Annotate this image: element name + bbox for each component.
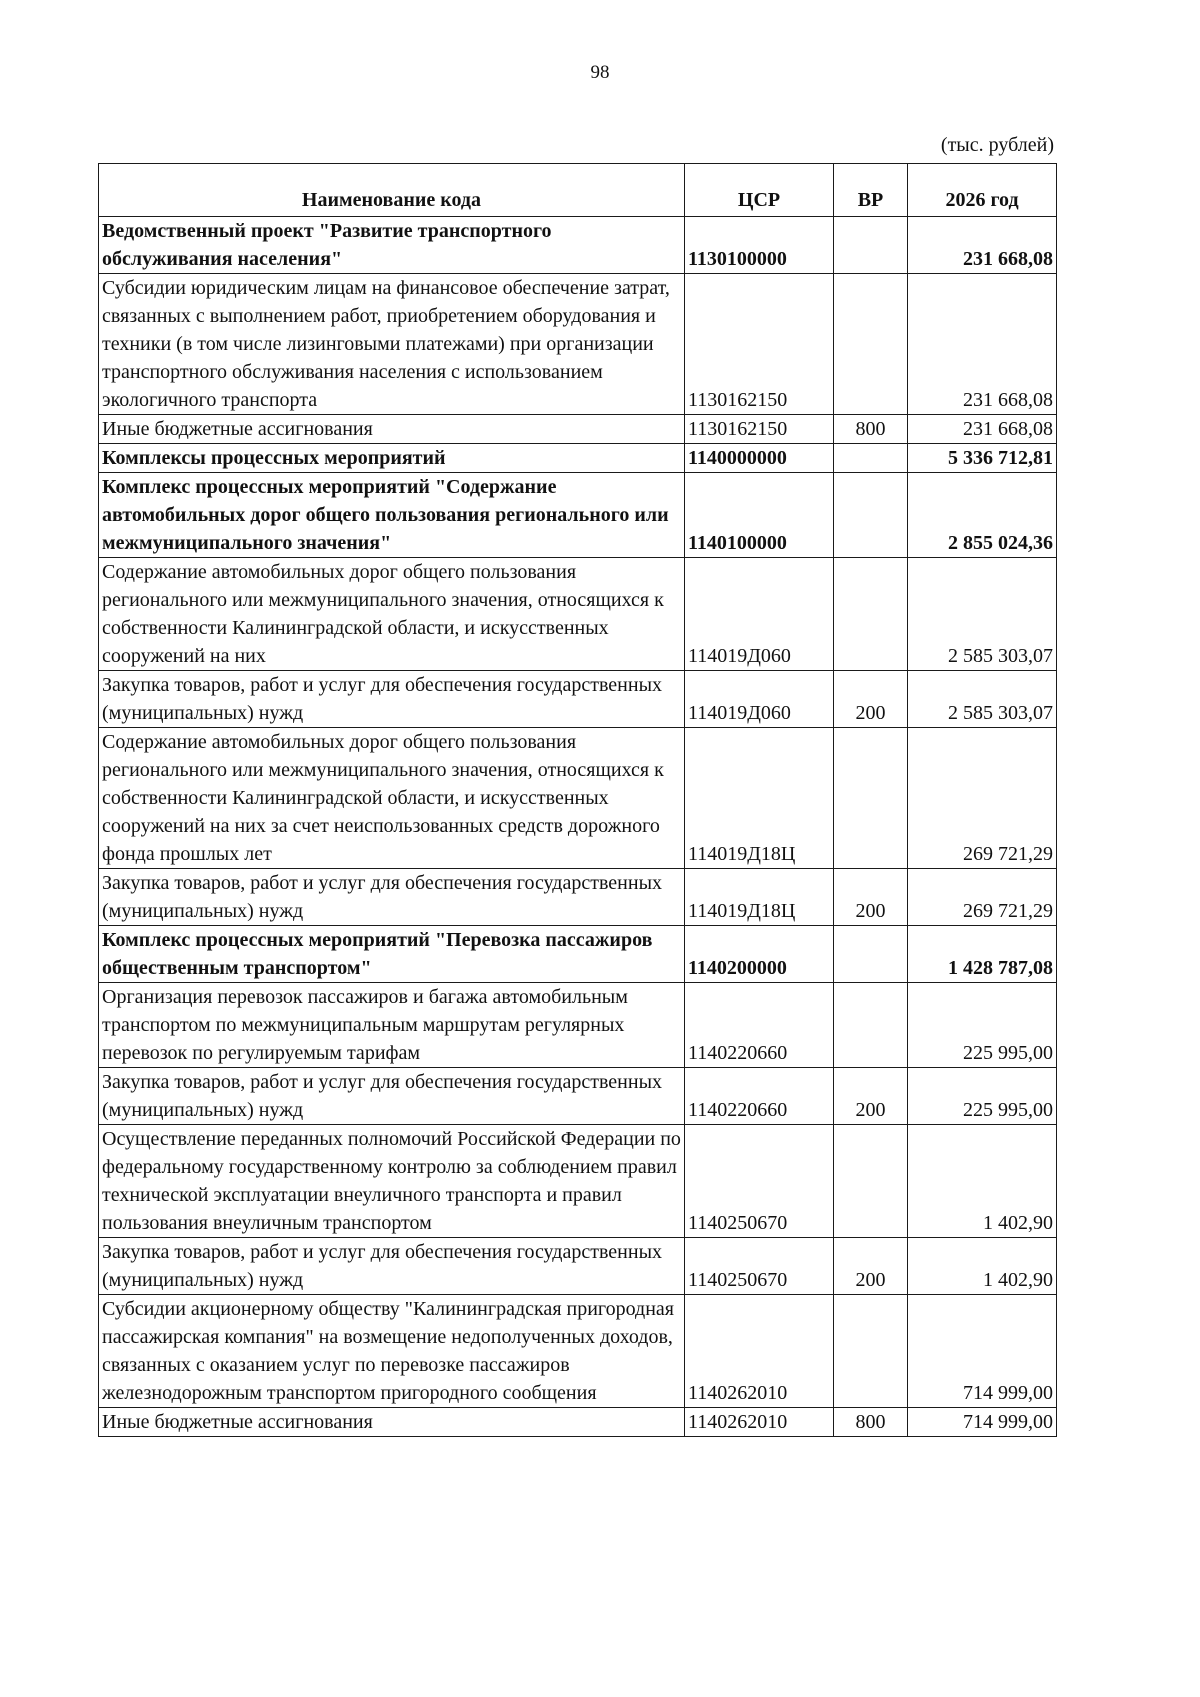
cell-name: Комплекс процессных мероприятий "Перевозка пассажиров общественным транспортом" bbox=[99, 926, 685, 983]
table-row bbox=[99, 1408, 1057, 1437]
table-row bbox=[99, 415, 1057, 444]
cell-name: Закупка товаров, работ и услуг для обеспечения государственных (муниципальных) нужд bbox=[99, 671, 685, 728]
table-row bbox=[99, 1295, 1057, 1408]
cell-csr: 114019Д18Ц bbox=[685, 728, 834, 869]
budget-table bbox=[98, 163, 1057, 1437]
cell-amount: 231 668,08 bbox=[908, 217, 1057, 274]
cell-amount: 2 585 303,07 bbox=[908, 671, 1057, 728]
cell-csr: 1130162150 bbox=[685, 415, 834, 444]
cell-csr: 1140220660 bbox=[685, 1068, 834, 1125]
cell-amount: 5 336 712,81 bbox=[908, 444, 1057, 473]
unit-label: (тыс. рублей) bbox=[940, 134, 1054, 156]
table-row bbox=[99, 558, 1057, 671]
table-row bbox=[99, 274, 1057, 415]
cell-amount: 714 999,00 bbox=[908, 1295, 1057, 1408]
table-row bbox=[99, 217, 1057, 274]
cell-vr: 200 bbox=[834, 671, 908, 728]
cell-csr: 1140000000 bbox=[685, 444, 834, 473]
table-row bbox=[99, 671, 1057, 728]
cell-vr bbox=[834, 728, 908, 869]
cell-csr: 1140100000 bbox=[685, 473, 834, 558]
cell-vr bbox=[834, 1125, 908, 1238]
cell-name: Закупка товаров, работ и услуг для обеспечения государственных (муниципальных) нужд bbox=[99, 869, 685, 926]
cell-csr: 114019Д060 bbox=[685, 671, 834, 728]
cell-amount: 714 999,00 bbox=[908, 1408, 1057, 1437]
table-row bbox=[99, 1068, 1057, 1125]
cell-vr bbox=[834, 926, 908, 983]
cell-vr bbox=[834, 274, 908, 415]
table-row bbox=[99, 926, 1057, 983]
cell-csr: 1140250670 bbox=[685, 1125, 834, 1238]
cell-name: Содержание автомобильных дорог общего пользования регионального или межмуниципального значения, относящихся к собственности Калининградской области, и искусственных сооружений на них за счет неиспользованных средств дорожного фонда прошлых лет bbox=[99, 728, 685, 869]
cell-csr: 1140220660 bbox=[685, 983, 834, 1068]
table-row bbox=[99, 869, 1057, 926]
table-row bbox=[99, 1125, 1057, 1238]
table-row bbox=[99, 983, 1057, 1068]
cell-name: Иные бюджетные ассигнования bbox=[99, 1408, 685, 1437]
table-row bbox=[99, 1238, 1057, 1295]
cell-name: Организация перевозок пассажиров и багажа автомобильным транспортом по межмуниципальным маршрутам регулярных перевозок по регулируемым тарифам bbox=[99, 983, 685, 1068]
table-header-row bbox=[99, 164, 1057, 217]
cell-csr: 1140262010 bbox=[685, 1295, 834, 1408]
cell-amount: 225 995,00 bbox=[908, 983, 1057, 1068]
cell-vr bbox=[834, 444, 908, 473]
cell-vr: 200 bbox=[834, 1068, 908, 1125]
cell-amount: 2 585 303,07 bbox=[908, 558, 1057, 671]
header-csr: ЦСР bbox=[685, 164, 834, 217]
cell-name: Комплексы процессных мероприятий bbox=[99, 444, 685, 473]
cell-csr: 1140200000 bbox=[685, 926, 834, 983]
table-row bbox=[99, 473, 1057, 558]
cell-name: Субсидии юридическим лицам на финансовое обеспечение затрат, связанных с выполнением работ, приобретением оборудования и техники (в том числе лизинговыми платежами) при организации транспортного обслуживания населения с использованием экологичного транспорта bbox=[99, 274, 685, 415]
cell-csr: 1140262010 bbox=[685, 1408, 834, 1437]
table-body bbox=[99, 217, 1057, 1437]
cell-name: Содержание автомобильных дорог общего пользования регионального или межмуниципального значения, относящихся к собственности Калининградской области, и искусственных сооружений на них bbox=[99, 558, 685, 671]
cell-amount: 269 721,29 bbox=[908, 728, 1057, 869]
cell-csr: 1140250670 bbox=[685, 1238, 834, 1295]
cell-vr: 800 bbox=[834, 415, 908, 444]
page-number: 98 bbox=[590, 62, 610, 83]
header-year: 2026 год bbox=[908, 164, 1057, 217]
cell-amount: 231 668,08 bbox=[908, 415, 1057, 444]
table-row bbox=[99, 444, 1057, 473]
cell-amount: 2 855 024,36 bbox=[908, 473, 1057, 558]
cell-amount: 1 402,90 bbox=[908, 1125, 1057, 1238]
cell-name: Осуществление переданных полномочий Российской Федерации по федеральному государственному контролю за соблюдением правил технической эксплуатации внеуличного транспорта и правил пользования внеуличным транспортом bbox=[99, 1125, 685, 1238]
cell-csr: 1130162150 bbox=[685, 274, 834, 415]
cell-vr: 200 bbox=[834, 1238, 908, 1295]
header-name: Наименование кода bbox=[99, 164, 685, 217]
cell-name: Иные бюджетные ассигнования bbox=[99, 415, 685, 444]
cell-amount: 1 402,90 bbox=[908, 1238, 1057, 1295]
cell-name: Комплекс процессных мероприятий "Содержание автомобильных дорог общего пользования регионального или межмуниципального значения" bbox=[99, 473, 685, 558]
cell-vr bbox=[834, 983, 908, 1068]
cell-vr bbox=[834, 473, 908, 558]
cell-csr: 114019Д18Ц bbox=[685, 869, 834, 926]
cell-vr: 200 bbox=[834, 869, 908, 926]
cell-name: Субсидии акционерному обществу "Калининградская пригородная пассажирская компания" на возмещение недополученных доходов, связанных с оказанием услуг по перевозке пассажиров железнодорожным транспортом пригородного сообщения bbox=[99, 1295, 685, 1408]
cell-csr: 1130100000 bbox=[685, 217, 834, 274]
cell-vr bbox=[834, 1295, 908, 1408]
cell-vr: 800 bbox=[834, 1408, 908, 1437]
cell-amount: 225 995,00 bbox=[908, 1068, 1057, 1125]
cell-csr: 114019Д060 bbox=[685, 558, 834, 671]
table-row bbox=[99, 728, 1057, 869]
cell-name: Ведомственный проект "Развитие транспортного обслуживания населения" bbox=[99, 217, 685, 274]
cell-amount: 1 428 787,08 bbox=[908, 926, 1057, 983]
cell-amount: 231 668,08 bbox=[908, 274, 1057, 415]
cell-name: Закупка товаров, работ и услуг для обеспечения государственных (муниципальных) нужд bbox=[99, 1068, 685, 1125]
cell-amount: 269 721,29 bbox=[908, 869, 1057, 926]
cell-vr bbox=[834, 217, 908, 274]
header-vr: ВР bbox=[834, 164, 908, 217]
cell-name: Закупка товаров, работ и услуг для обеспечения государственных (муниципальных) нужд bbox=[99, 1238, 685, 1295]
cell-vr bbox=[834, 558, 908, 671]
